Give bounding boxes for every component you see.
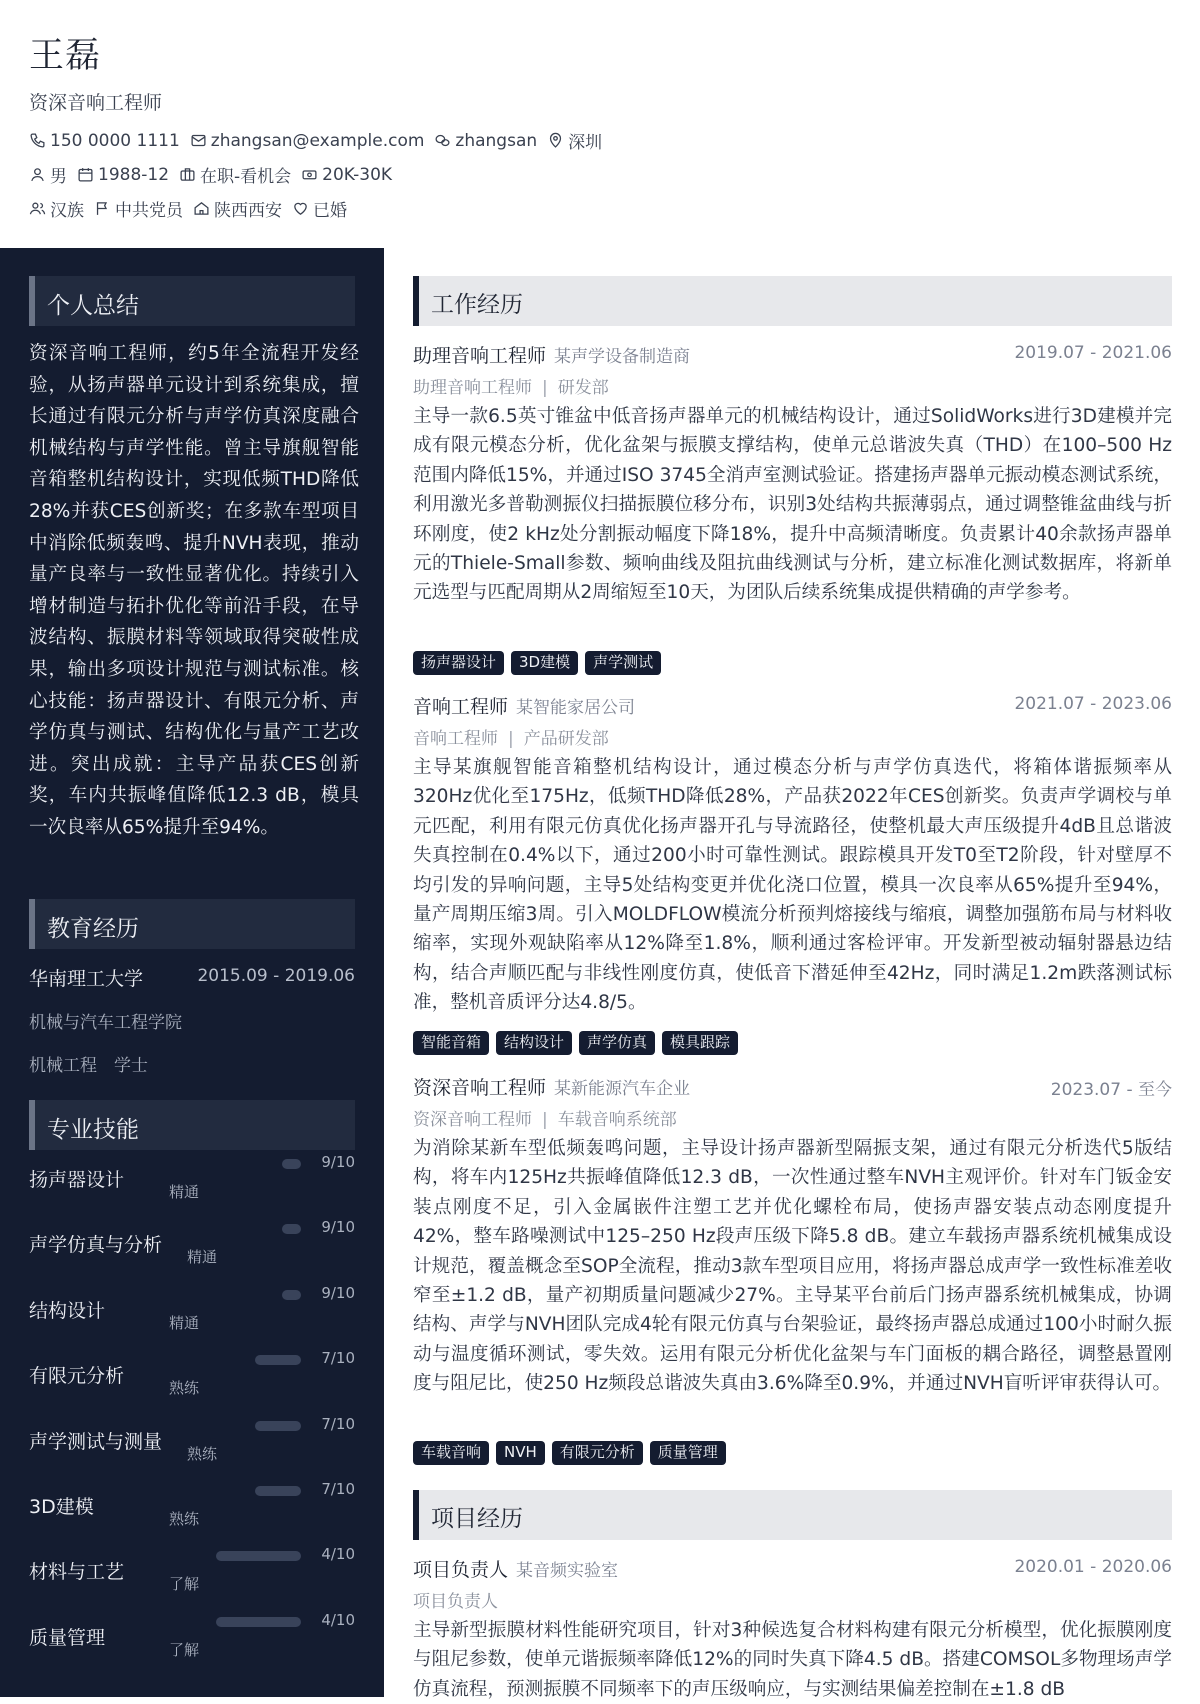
email-text: zhangsan@example.com (210, 130, 425, 151)
phone-item[interactable] (29, 131, 180, 151)
calendar-icon (77, 166, 94, 183)
work-title: 工作经历 (431, 292, 523, 318)
skill-name: 质量管理 (29, 1626, 106, 1649)
job-tags (413, 1031, 745, 1055)
location-text: 深圳 (568, 133, 603, 153)
skill-score: 4/10 (321, 1545, 355, 1564)
mail-icon (190, 132, 207, 149)
wechat-text: zhangsan (455, 130, 538, 151)
job-description: 主导某旗舰智能音箱整机结构设计，通过模态分析与声学仿真迭代，将箱体谐振频率从320Hz优化至175Hz，低频THD降低28%，产品获2022年CES创新奖。负责声学调校与单元匹配，利用有限元仿真优化扬声器开孔与导流路径，使整机最大声压级提升4dB且总谐波失真控制在0.4%以下，通过200小时可靠性测试。跟踪模具开发T0至T2阶段，针对壁厚不均引发的异响问题，主导5处结构变更并优化浇口位置，模具一次良率从65%提升至94%，量产周期压缩3周。引入MOLDFLOW模流分析预判熔接线与缩痕，调整加强筋布局与材料收缩率，实现外观缺陷率从12%降至1.8%，顺利通过客检评审。开发新型被动辐射器悬边结构，结合声顺匹配与非线性刚度仿真，使低音下潜延伸至42Hz，同时满足1.2m跌落测试标准，整机音质评分达4.8/5。 (413, 757, 1172, 1014)
skill-item (29, 1415, 355, 1475)
ethnicity-item (29, 196, 84, 221)
group-icon (29, 200, 46, 217)
phone-icon (29, 132, 46, 149)
education-title: 教育经历 (47, 916, 139, 942)
project-title: 项目经历 (431, 1506, 523, 1532)
tag: 模具跟踪 (662, 1031, 738, 1055)
candidate-role: 资深音响工程师 (29, 92, 163, 114)
skill-item (29, 1545, 355, 1605)
wechat-icon (434, 132, 451, 149)
separator: | (542, 378, 548, 398)
hometown-text: 陕西西安 (214, 201, 282, 221)
salary-text: 20K-30K (322, 164, 393, 185)
skill-level: 熟练 (187, 1444, 218, 1463)
education-degree: 机械工程 学士 (29, 1056, 148, 1076)
ethnicity-text: 汉族 (50, 201, 84, 221)
tag: NVH (496, 1441, 545, 1465)
skill-score: 7/10 (321, 1480, 355, 1498)
project-role-line (413, 1555, 618, 1582)
tag: 质量管理 (650, 1441, 726, 1465)
job-company: 某新能源汽车企业 (554, 1079, 691, 1099)
skill-bar (282, 1224, 301, 1234)
job-description: 主导一款6.5英寸锥盆中低音扬声器单元的机械结构设计，通过SolidWorks进行3D建模并完成有限元模态分析，优化盆架与振膜支撑结构，使单元总谐波失真（THD）在100–500 Hz范围内降低15%，并通过ISO 3745全消声室测试验证。搭建扬声器单元振动模态测试系统，利用激光多普勒测振仪扫描振膜位移分布，识别3处结构共振薄弱点，通过调整锥盆曲线与折环刚度，使2 kHz处分割振动幅度下降18%，提升中高频清晰度。负责累计40余款扬声器单元的Thiele-Small参数、频响曲线及阻抗曲线测试与分析，建立标准化测试数据库，将新单元选型与匹配周期从2周缩短至10天，为团队后续系统集成提供精确的声学参考。 (413, 406, 1172, 604)
skill-bar (282, 1290, 301, 1300)
briefcase-icon (179, 166, 196, 183)
job-title (413, 341, 690, 368)
skill-score: 9/10 (321, 1153, 355, 1171)
hometown-item (193, 196, 282, 221)
basic-info-line (29, 162, 402, 187)
education-school: 华南理工大学 (29, 968, 144, 990)
summary-title: 个人总结 (47, 293, 139, 319)
flag-icon (94, 200, 111, 217)
gender-item (29, 162, 67, 187)
skill-bar (255, 1355, 301, 1365)
skill-bar (255, 1421, 301, 1431)
job-description: 为消除某新车型低频轰鸣问题，主导设计扬声器新型隔振支架，通过有限元分析迭代5版结构，将车内125Hz共振峰值降低12.3 dB，一次性通过整车NVH主观评价。针对车门钣金安装点刚度不足，引入金属嵌件注塑工艺并优化螺栓布局，使扬声器安装点动态刚度提升42%，整车路噪测试中125–250 Hz段声压级下降5.8 dB。建立车载扬声器系统机械集成设计规范，覆盖概念至SOP全流程，推动3款车型项目应用，将扬声器总成声学一致性标准差收窄至±1.2 dB，量产初期质量问题减少27%。主导某平台前后门扬声器系统机械集成，协调结构、声学与NVH团队完成4轮有限元仿真与台架验证，最终扬声器总成通过100小时耐久振动与温度循环测试，零失效。运用有限元分析优化盆架与车门面板的耦合路径，调整悬置刚度与阻尼比，使250 Hz频段总谐波失真由3.6%降至0.9%，并通过NVH盲听评审获得认可。 (413, 1138, 1172, 1395)
skill-level: 精通 (169, 1183, 200, 1201)
job-subtitle (413, 724, 609, 749)
person-icon (29, 166, 46, 183)
status-item (179, 162, 291, 187)
tag: 智能音箱 (413, 1031, 489, 1055)
summary-section-title (29, 276, 355, 326)
money-icon (301, 166, 318, 183)
job-date: 2023.07 - 至今 (1050, 1080, 1172, 1100)
contact-line (29, 128, 612, 153)
education-college: 机械与汽车工程学院 (29, 1013, 182, 1033)
tag: 3D建模 (511, 651, 578, 675)
skill-score: 4/10 (321, 1610, 355, 1629)
skill-level: 了解 (169, 1575, 200, 1594)
job-position: 音响工程师 (413, 729, 498, 749)
project-description: 主导新型振膜材料性能研究项目，针对3种候选复合材料构建有限元分析模型，优化振膜刚度与阻尼参数，使单元谐振频率降低12%的同时失真下降4.5 dB。搭建COMSOL多物理场声学仿真流程，预测振膜不同频率下的声压级响应，与实测结果偏差控制在±1.8 dB (413, 1620, 1172, 1700)
skill-item (29, 1284, 355, 1344)
project-section-title (413, 1490, 1172, 1540)
location-item (547, 128, 602, 153)
project-date: 2020.01 - 2020.06 (1014, 1557, 1172, 1577)
location-icon (547, 132, 564, 149)
tag: 车载音响 (413, 1441, 489, 1465)
job-position: 助理音响工程师 (413, 378, 532, 398)
job-department: 产品研发部 (523, 729, 609, 749)
skill-name: 材料与工艺 (29, 1561, 125, 1584)
home-icon (193, 200, 210, 217)
skill-name: 结构设计 (29, 1299, 106, 1322)
marital-text: 已婚 (313, 201, 347, 221)
wechat-item (434, 131, 537, 151)
job-date: 2021.07 - 2023.06 (1014, 694, 1172, 714)
project-position: 项目负责人 (413, 1592, 498, 1612)
job-title (413, 692, 635, 719)
skill-bar (282, 1159, 301, 1169)
politics-text: 中共党员 (115, 201, 183, 221)
skill-name: 有限元分析 (29, 1365, 125, 1388)
job-subtitle (413, 373, 609, 398)
tag: 有限元分析 (552, 1441, 643, 1465)
phone-text: 150 0000 1111 (50, 130, 180, 151)
education-date: 2015.09 - 2019.06 (197, 966, 355, 986)
tag: 扬声器设计 (413, 651, 504, 675)
job-position-title: 助理音响工程师 (413, 345, 547, 367)
salary-item (301, 165, 392, 185)
sidebar (0, 248, 384, 1697)
job-position-title: 资深音响工程师 (413, 1077, 547, 1099)
skill-name: 3D建模 (29, 1496, 94, 1518)
status-text: 在职-看机会 (200, 167, 292, 187)
skill-level: 熟练 (169, 1510, 200, 1528)
birth-item (77, 165, 169, 185)
candidate-name: 王磊 (29, 36, 102, 76)
skills-section-title (29, 1100, 355, 1150)
job-subtitle (413, 1105, 677, 1130)
skill-score: 7/10 (321, 1414, 355, 1433)
tag: 结构设计 (496, 1031, 572, 1055)
job-position-title: 音响工程师 (413, 696, 509, 718)
summary-text: 资深音响工程师，约5年全流程开发经验，从扬声器单元设计到系统集成，擅长通过有限元分析与声学仿真深度融合机械结构与声学性能。曾主导旗舰智能音箱整机结构设计，实现低频THD降低28%并获CES创新奖；在多款车型项目中消除低频轰鸣、提升NVH表现，推动量产良率与一致性显著优化。持续引入增材制造与拓扑优化等前沿手段，在导波结构、振膜材料等领域取得突破性成果，输出多项设计规范与测试标准。核心技能：扬声器设计、有限元分析、声学仿真与测试、结构优化与量产工艺改进。突出成就：主导产品获CES创新奖，车内共振峰值降低12.3 dB，模具一次良率从65%提升至94%。 (29, 343, 359, 838)
job-company: 某智能家居公司 (516, 698, 636, 718)
resume-header (0, 0, 1200, 248)
skill-item (29, 1153, 355, 1213)
marital-item (292, 196, 347, 221)
job-date: 2019.07 - 2021.06 (1014, 343, 1172, 363)
email-item[interactable] (190, 131, 425, 151)
job-department: 研发部 (557, 378, 609, 398)
politics-item (94, 196, 183, 221)
skill-level: 精通 (169, 1313, 200, 1332)
gender-text: 男 (50, 167, 67, 187)
project-role: 项目负责人 (413, 1559, 509, 1581)
work-section-title (413, 276, 1172, 326)
project-subtitle (413, 1587, 498, 1612)
skill-item (29, 1611, 355, 1671)
job-tags (413, 651, 668, 675)
skill-name: 声学测试与测量 (29, 1430, 163, 1453)
birth-text: 1988-12 (98, 164, 170, 185)
skill-score: 9/10 (321, 1283, 355, 1302)
skill-level: 了解 (169, 1640, 200, 1659)
skill-name: 扬声器设计 (29, 1169, 125, 1191)
separator: | (508, 729, 514, 749)
skill-bar (216, 1551, 301, 1561)
job-position: 资深音响工程师 (413, 1110, 532, 1130)
tag: 声学仿真 (579, 1031, 655, 1055)
skill-name: 声学仿真与分析 (29, 1234, 163, 1257)
education-section-title (29, 899, 355, 949)
skill-level: 熟练 (169, 1379, 200, 1398)
skill-bar (255, 1486, 301, 1496)
skill-bar (216, 1617, 301, 1627)
tag: 声学测试 (585, 651, 661, 675)
job-company: 某声学设备制造商 (554, 347, 691, 367)
skill-score: 9/10 (321, 1218, 355, 1237)
skill-level: 精通 (187, 1248, 218, 1267)
separator: | (542, 1110, 548, 1130)
job-title (413, 1073, 690, 1100)
project-org: 某音频实验室 (516, 1561, 619, 1581)
skills-title: 专业技能 (47, 1117, 139, 1143)
skill-item (29, 1349, 355, 1409)
job-department: 车载音响系统部 (557, 1110, 677, 1130)
skill-item (29, 1218, 355, 1278)
skill-item (29, 1480, 355, 1540)
job-tags (413, 1441, 733, 1465)
personal-info-line (29, 196, 357, 221)
heart-icon (292, 200, 309, 217)
skill-score: 7/10 (321, 1349, 355, 1368)
